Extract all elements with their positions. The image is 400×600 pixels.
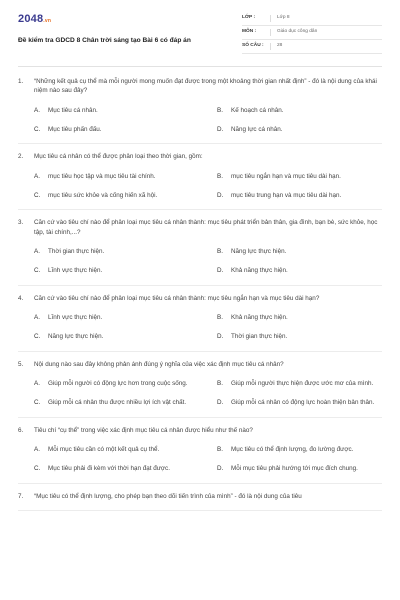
answer-options [18,171,382,200]
question-item [18,360,382,418]
option-text: Mỗi mục tiêu cần có một kết quả cụ thể. [48,446,160,454]
option-text: Giúp mỗi cá nhân có động lực hoàn thiện bản thân. [231,399,375,407]
meta-label: SỐ CÂU : [242,43,264,49]
option-letter: C. [34,465,41,473]
option-letter: C. [34,399,41,407]
option-text: Năng lực thực hiện. [48,333,104,341]
option-letter: D. [217,333,224,341]
option-letter: B. [217,248,223,256]
option-letter: A. [34,314,40,322]
answer-option[interactable] [34,398,199,408]
answer-options [18,313,382,342]
option-letter: B. [217,380,223,388]
answer-options [18,247,382,276]
answer-option[interactable] [217,464,382,474]
question-number: 4. [18,294,24,302]
question-text [18,218,382,236]
option-text: Giúp mỗi cá nhân thu được nhiều lợi ích vật chất. [48,399,187,407]
question-body: “Những kết quả cụ thể mà mỗi người mong muốn đạt được trong một khoảng thời gian nhất định” - đó là nội dung của khái niệm nào sau đây? [34,78,377,95]
meta-value: Lớp 8 [270,15,382,22]
answer-option[interactable] [34,379,199,389]
option-text: Thời gian thực hiện. [48,248,105,256]
option-letter: D. [217,465,224,473]
option-text: Lĩnh vực thực hiện. [48,267,103,275]
question-number: 6. [18,426,24,434]
option-letter: C. [34,333,41,341]
option-letter: D. [217,267,224,275]
question-list [0,67,400,511]
option-letter: A. [34,446,40,454]
option-text: Kế hoạch cá nhân. [231,106,284,114]
question-body: Căn cứ vào tiêu chí nào để phân loại mục tiêu cá nhân thành: mục tiêu ngắn hạn và mục tiêu dài hạn? [34,294,320,302]
question-item [18,218,382,285]
option-text: Thời gian thực hiện. [231,333,288,341]
answer-option[interactable] [34,105,199,115]
option-text: mục tiêu trung hạn và mục tiêu dài hạn. [231,191,342,199]
option-text: Giúp mỗi người thực hiện được ước mơ của mình. [231,380,374,388]
answer-option[interactable] [217,332,382,342]
meta-row [242,26,382,40]
answer-option[interactable] [34,266,199,276]
answer-options [18,379,382,408]
answer-option[interactable] [34,332,199,342]
option-letter: A. [34,248,40,256]
logo-suffix: .vn [43,18,52,24]
meta-row [242,12,382,26]
answer-option[interactable] [217,190,382,200]
answer-option[interactable] [217,171,382,181]
option-letter: D. [217,125,224,133]
answer-option[interactable] [217,124,382,134]
meta-value: 28 [270,43,382,50]
option-text: Giúp mỗi người có động lực hơn trong cuộc sống. [48,380,188,388]
question-text [18,77,382,95]
option-letter: D. [217,399,224,407]
question-text [18,360,382,369]
answer-option[interactable] [34,464,199,474]
answer-option[interactable] [34,124,199,134]
answer-option[interactable] [217,445,382,455]
answer-option[interactable] [217,105,382,115]
option-letter: D. [217,191,224,199]
question-number: 2. [18,153,24,161]
option-letter: B. [217,172,223,180]
question-number: 1. [18,78,24,85]
option-letter: A. [34,172,40,180]
answer-option[interactable] [217,247,382,257]
answer-option[interactable] [34,190,199,200]
option-letter: B. [217,106,223,114]
option-text: Khả năng thực hiện. [231,267,288,275]
question-item [18,426,382,484]
question-body: Nội dung nào sau đây không phản ánh đúng ý nghĩa của việc xác định mục tiêu cá nhân? [34,360,284,368]
option-text: mục tiêu ngắn hạn và mục tiêu dài hạn. [231,172,341,180]
question-body: Mục tiêu cá nhân có thể được phân loại theo thời gian, gồm: [34,153,203,161]
question-item [18,492,382,511]
option-text: Mục tiêu phải đi kèm với thời hạn đạt được. [48,465,170,473]
question-item [18,294,382,352]
answer-options [18,105,382,134]
meta-row [242,40,382,54]
question-number: 5. [18,360,24,368]
answer-option[interactable] [217,266,382,276]
answer-option[interactable] [34,247,199,257]
answer-option[interactable] [34,171,199,181]
answer-option[interactable] [217,313,382,323]
answer-option[interactable] [217,379,382,389]
option-text: Khả năng thực hiện. [231,314,288,322]
question-item [18,152,382,210]
option-letter: C. [34,267,41,275]
answer-options [18,445,382,474]
option-text: Mỗi mục tiêu phải hướng tới mục đích chung. [231,465,358,473]
page-header [0,0,400,66]
page-title: Đề kiểm tra GDCD 8 Chân trời sáng tạo Bài 6 có đáp án [18,36,191,44]
logo-text: 2048 [18,13,44,25]
exam-meta-table [242,12,382,54]
option-letter: C. [34,191,41,199]
option-text: mục tiêu sức khỏe và cống hiến xã hội. [48,191,158,199]
question-text [18,294,382,303]
question-text [18,426,382,435]
question-text [18,492,382,501]
answer-option[interactable] [217,398,382,408]
option-text: Mục tiêu cá nhân. [48,106,98,114]
option-letter: C. [34,125,41,133]
option-text: Mục tiêu có thể định lượng, đo lường được. [231,446,354,454]
question-number: 7. [18,493,24,500]
answer-option[interactable] [34,313,199,323]
meta-value: Giáo dục công dân [270,29,382,36]
question-body: Căn cứ vào tiêu chí nào để phân loại mục tiêu cá nhân thành: mục tiêu phát triển bản thân, gia đình, bạn bè, sức khỏe, học tập, tài chính,...? [34,219,378,236]
option-text: mục tiêu học tập và mục tiêu tài chính. [48,172,156,180]
answer-option[interactable] [34,445,199,455]
question-text [18,152,382,161]
question-item [18,77,382,144]
question-body: “Mục tiêu có thể định lượng, cho phép bạn theo dõi tiến trình của mình” - đó là nội dung của tiêu [34,493,302,500]
option-letter: A. [34,106,40,114]
option-text: Năng lực thực hiện. [231,248,287,256]
option-text: Năng lực cá nhân. [231,125,283,133]
question-number: 3. [18,219,24,227]
option-text: Lĩnh vực thực hiện. [48,314,103,322]
question-body: Tiêu chí “cụ thể” trong việc xác định mục tiêu cá nhân được hiểu như thế nào? [34,426,253,434]
option-letter: B. [217,314,223,322]
meta-label: LỚP : [242,15,256,21]
option-letter: B. [217,446,223,454]
option-text: Mục tiêu phấn đấu. [48,125,102,133]
option-letter: A. [34,380,40,388]
meta-label: MÔN : [242,29,257,35]
